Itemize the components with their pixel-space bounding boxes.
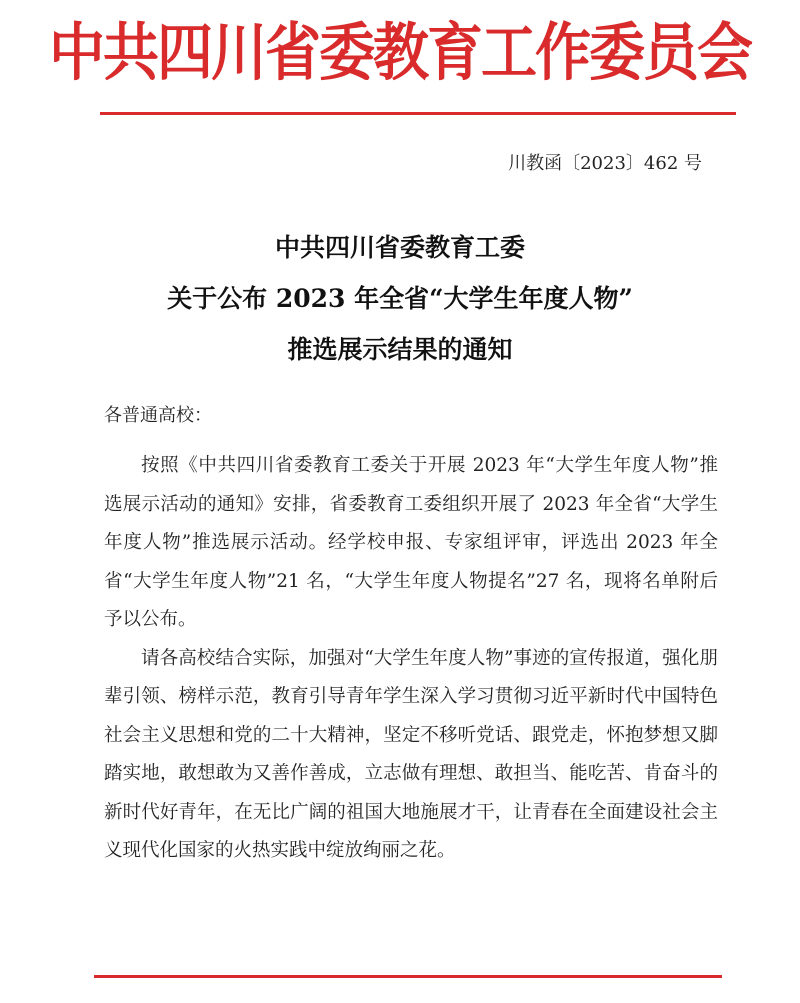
- body-paragraph-1: 按照《中共四川省委教育工委关于开展 2023 年“大学生年度人物”推选展示活动的通知》安排，省委教育工委组织开展了 2023 年全省“大学生年度人物”推选展示活动。经学校申报、专家组评审，评选出 2023 年全省“大学生年度人物”21 名，“大学生年度人物提名”27 名，现将名单附后予以公布。: [104, 455, 718, 630]
- title-line-3: 推选展示结果的通知: [287, 335, 513, 364]
- document-number: 川教函〔2023〕462 号: [508, 153, 702, 174]
- document-title: [0, 222, 800, 375]
- title-line-2: 关于公布 2023 年全省“大学生年度人物”: [167, 284, 633, 313]
- body-paragraph-2: 请各高校结合实际，加强对“大学生年度人物”事迹的宣传报道，强化朋辈引领、榜样示范，教育引导青年学生深入学习贯彻习近平新时代中国特色社会主义思想和党的二十大精神，坚定不移听党话、跟党走，怀抱梦想又脚踏实地，敢想敢为又善作善成，立志做有理想、敢担当、能吃苦、肯奋斗的新时代好青年，在无比广阔的祖国大地施展才干，让青春在全面建设社会主义现代化国家的火热实践中绽放绚丽之花。: [104, 647, 718, 861]
- addressee: 各普通高校：: [104, 405, 212, 426]
- document-body: [104, 447, 718, 871]
- footer-red-rule: [94, 975, 722, 978]
- issuer-masthead: 中共四川省委教育工作委员会: [49, 15, 751, 90]
- masthead-red-rule: [100, 112, 736, 115]
- title-line-1: 中共四川省委教育工委: [274, 233, 525, 262]
